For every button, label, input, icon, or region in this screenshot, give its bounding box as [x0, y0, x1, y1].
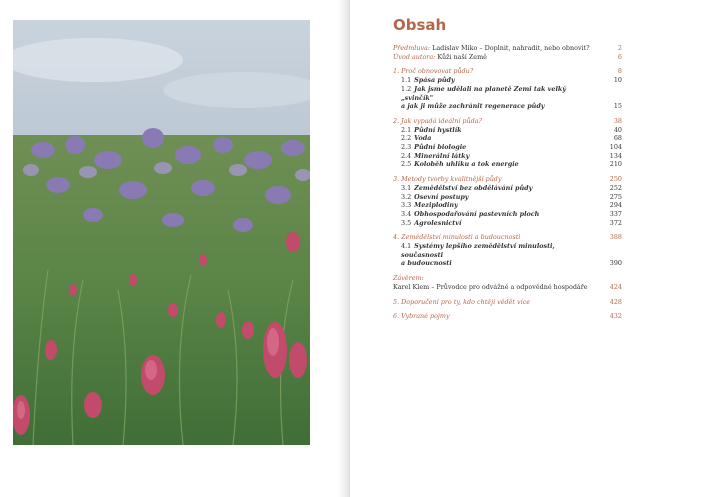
toc-subchapter[interactable]: 3.5 Agrolesnictví 372 — [401, 218, 622, 227]
toc-chapter-heading[interactable]: 3. Metody tvorby kvalitnější půdy 250 — [393, 175, 622, 184]
toc-subchapter[interactable]: 2.1 Půdní hystlík 40 — [401, 125, 622, 134]
toc-conclusion — [393, 274, 622, 291]
intro-page: 6 — [617, 52, 622, 61]
toc-chapter-6 — [393, 312, 622, 321]
preface-text: Ladislav Miko – Doplnit, nahradit, nebo obnovit? — [432, 44, 590, 52]
flower-meadow-photo — [13, 20, 310, 445]
toc-subchapter[interactable]: 3.4 Obhospodařování pastevních ploch 337 — [401, 209, 622, 218]
conclusion-text: Karel Klem – Průvodce pro odvážné a odpovědné hospodáře — [393, 282, 588, 291]
toc-subchapter[interactable]: 2.5 Koloběh uhlíku a tok energie 210 — [401, 160, 622, 169]
toc-subchapter[interactable]: 1.1 Spása půdy 10 — [401, 76, 622, 85]
toc-chapter-3 — [393, 175, 622, 227]
toc-subchapter-continuation[interactable]: a budoucnosti 390 — [401, 259, 622, 268]
toc-conclusion-entry[interactable] — [393, 283, 622, 292]
toc-chapter-4 — [393, 233, 622, 268]
toc-preface[interactable] — [393, 44, 622, 53]
toc-subchapter[interactable]: 2.2 Voda 68 — [401, 134, 622, 143]
page-title: Obsah — [393, 16, 447, 34]
preface-page: 2 — [617, 44, 622, 52]
preface-label: Předmluva: — [393, 44, 431, 52]
toc-subchapter[interactable]: 3.1 Zemědělství bez obdělávání půdy 252 — [401, 183, 622, 192]
toc-front-matter — [393, 44, 622, 61]
toc-subchapter[interactable]: 3.3 Meziplodiny 294 — [401, 201, 622, 210]
toc-chapter-heading[interactable]: 5. Doporučení pro ty, kdo chtějí vědět více 428 — [393, 297, 622, 306]
toc-chapter-2 — [393, 117, 622, 169]
toc-subchapter[interactable]: 4.1 Systémy lepšího zemědělství minulosti, současnosti — [401, 242, 555, 259]
toc-subchapter[interactable]: 3.2 Osevní postupy 275 — [401, 192, 622, 201]
toc-subchapter[interactable]: 1.2 Jak jsme udělali na planetě Zemi tak velký „svinčík" — [401, 84, 567, 102]
table-of-contents — [393, 44, 622, 327]
intro-label: Úvod autora: — [393, 52, 436, 61]
toc-intro[interactable] — [393, 53, 622, 62]
toc-chapter-heading[interactable]: 1. Proč obnovovat půdu? 8 — [393, 67, 622, 76]
toc-chapter-1 — [393, 67, 622, 111]
toc-subchapter[interactable]: 2.3 Půdní biologie 104 — [401, 143, 622, 152]
conclusion-page: 424 — [609, 282, 622, 291]
left-page — [0, 0, 348, 497]
toc-subchapter-continuation[interactable]: a jak ji může zachránit regenerace půdy 15 — [401, 102, 622, 111]
toc-chapter-5 — [393, 298, 622, 307]
toc-subchapter[interactable]: 2.4 Minerální látky 134 — [401, 151, 622, 160]
conclusion-label: Závěrem: — [393, 274, 424, 283]
toc-chapter-heading[interactable]: 2. Jak vypadá ideální půda? 38 — [393, 116, 622, 125]
toc-chapter-heading[interactable]: 4. Zemědělství minulosti a budoucnosti 388 — [393, 233, 622, 242]
toc-chapter-heading[interactable]: 6. Vybrané pojmy 432 — [393, 312, 622, 321]
intro-text: Kůži naší Země — [437, 52, 487, 61]
